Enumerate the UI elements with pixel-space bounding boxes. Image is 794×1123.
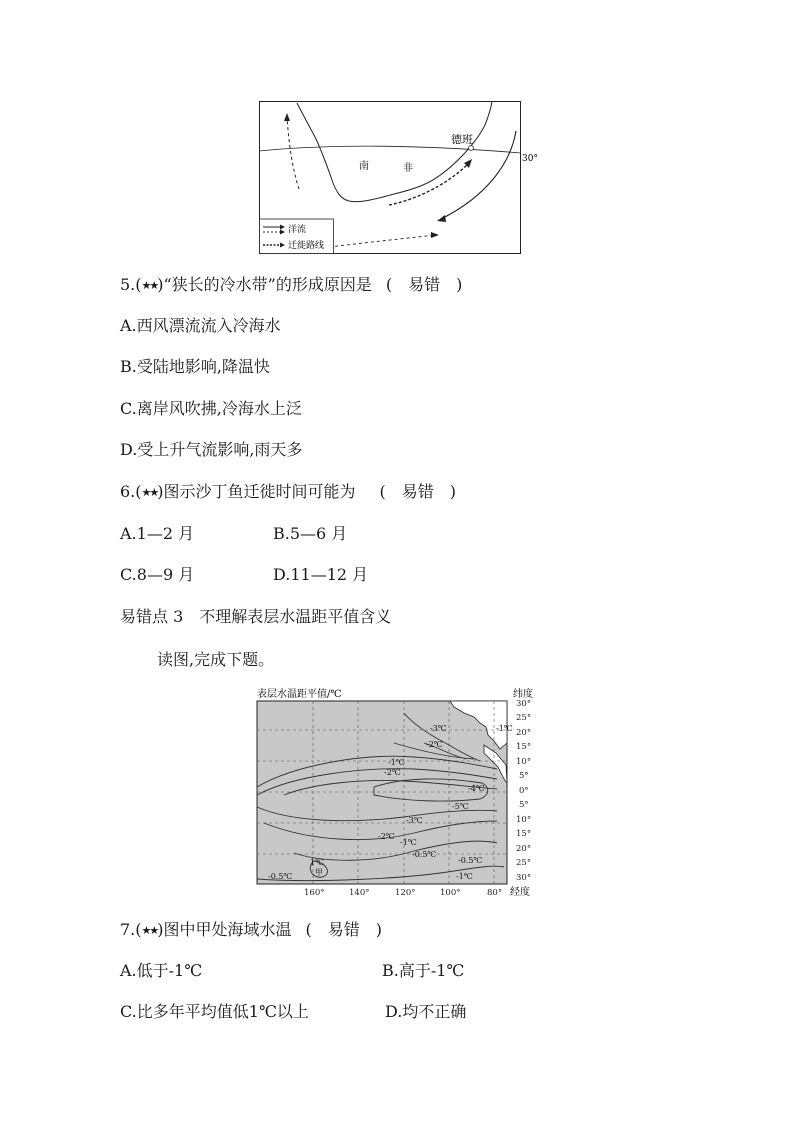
q6-stem-line <box>120 482 456 503</box>
sst-anomaly-map <box>254 683 538 897</box>
q6-tag: ( 易错 ) <box>379 482 457 501</box>
lat-label: 10° <box>516 757 532 767</box>
q6-option-b: B.5—6 月 <box>273 524 348 543</box>
lon-label: 100° <box>440 888 461 898</box>
q7-number: 7. <box>120 920 136 939</box>
lon-label: 80° <box>487 888 503 898</box>
star-icon: ★★ <box>141 924 158 937</box>
lat-label: 5° <box>519 800 529 810</box>
lat-label: 20° <box>516 844 532 854</box>
legend-route: 迁徙路线 <box>288 241 325 251</box>
contour-label: -0.5℃ <box>268 872 293 881</box>
contour-label: -5℃ <box>452 802 469 811</box>
lat-label: 20° <box>516 728 532 738</box>
contour-label: -0.5℃ <box>458 856 483 865</box>
q7-stem-line <box>120 920 382 941</box>
lon-header: 经度 <box>510 887 530 898</box>
contour-label: -1℃ <box>456 872 473 881</box>
q6-number: 6. <box>120 482 136 501</box>
contour-label: -4℃ <box>468 784 485 793</box>
contour-label: -1℃ <box>400 838 417 847</box>
q5-paren-open: ( <box>135 275 142 294</box>
q7-stem: 图中甲处海域水温 <box>163 920 292 939</box>
q7-option-b: B.高于-1℃ <box>382 961 465 980</box>
lon-label: 120° <box>395 888 416 898</box>
q5-stem-line <box>120 275 462 296</box>
q7-paren-open: ( <box>135 920 142 939</box>
q6-stem: 图示沙丁鱼迁徙时间可能为 <box>163 482 356 501</box>
q7-paren-close: ) <box>157 920 164 939</box>
lat-label: 10° <box>516 815 532 825</box>
q6-paren-open: ( <box>135 482 142 501</box>
country-label-2: 非 <box>403 163 413 174</box>
contour-label: -1℃ <box>496 724 513 733</box>
map2-title: 表层水温距平值/℃ <box>257 689 342 700</box>
country-label-1: 南 <box>359 161 369 172</box>
contour-label: -2℃ <box>426 740 443 749</box>
section-title: 易错点 3 不理解表层水温距平值含义 <box>120 607 392 626</box>
contour-label: -0.5℃ <box>412 850 437 859</box>
q7-option-a: A.低于-1℃ <box>120 961 203 980</box>
q6-option-c: C.8—9 月 <box>120 565 195 584</box>
contour-label: -2℃ <box>384 768 401 777</box>
q5-number: 5. <box>120 275 136 294</box>
contour-label: -3℃ <box>430 724 447 733</box>
q5-option-a: A.西风漂流流入冷海水 <box>120 316 281 335</box>
lat-label: 25° <box>516 713 532 723</box>
contour-label: 1℃ <box>310 858 325 867</box>
q5-option-b: B.受陆地影响,降温快 <box>120 357 270 376</box>
q7-tag: ( 易错 ) <box>305 920 383 939</box>
lat-label: 15° <box>516 829 532 839</box>
q5-tag: ( 易错 ) <box>385 275 463 294</box>
region-label: 甲 <box>315 868 323 877</box>
lon-label: 160° <box>304 888 325 898</box>
q5-option-d: D.受上升气流影响,雨天多 <box>120 440 303 459</box>
lat-label: 30° <box>516 699 532 709</box>
q6-option-a: A.1—2 月 <box>120 524 195 543</box>
lat-header: 纬度 <box>513 689 533 700</box>
legend-current: 洋流 <box>288 225 307 235</box>
south-africa-map <box>259 101 538 254</box>
lat-label: 5° <box>519 771 529 781</box>
q6-option-d: D.11—12 月 <box>273 565 369 584</box>
city-label: 德班 <box>451 133 473 146</box>
latitude-label: 30° <box>522 154 538 164</box>
instruction: 读图,完成下题。 <box>157 650 275 669</box>
q7-option-d: D.均不正确 <box>385 1002 467 1021</box>
lat-label: 30° <box>516 873 532 883</box>
lat-label: 0° <box>519 786 529 796</box>
q6-paren-close: ) <box>157 482 164 501</box>
contour-label: -3℃ <box>406 816 423 825</box>
q5-option-c: C.离岸风吹拂,冷海水上泛 <box>120 399 302 418</box>
lon-label: 140° <box>349 888 370 898</box>
lat-label: 25° <box>516 858 532 868</box>
contour-label: -2℃ <box>378 832 395 841</box>
contour-label: -1℃ <box>388 758 405 767</box>
star-icon: ★★ <box>141 279 158 292</box>
q5-stem: “狭长的冷水带”的形成原因是 <box>163 275 372 294</box>
q7-option-c: C.比多年平均值低1℃以上 <box>120 1002 309 1021</box>
q5-paren-close: ) <box>157 275 164 294</box>
lat-label: 15° <box>516 742 532 752</box>
star-icon: ★★ <box>141 486 158 499</box>
